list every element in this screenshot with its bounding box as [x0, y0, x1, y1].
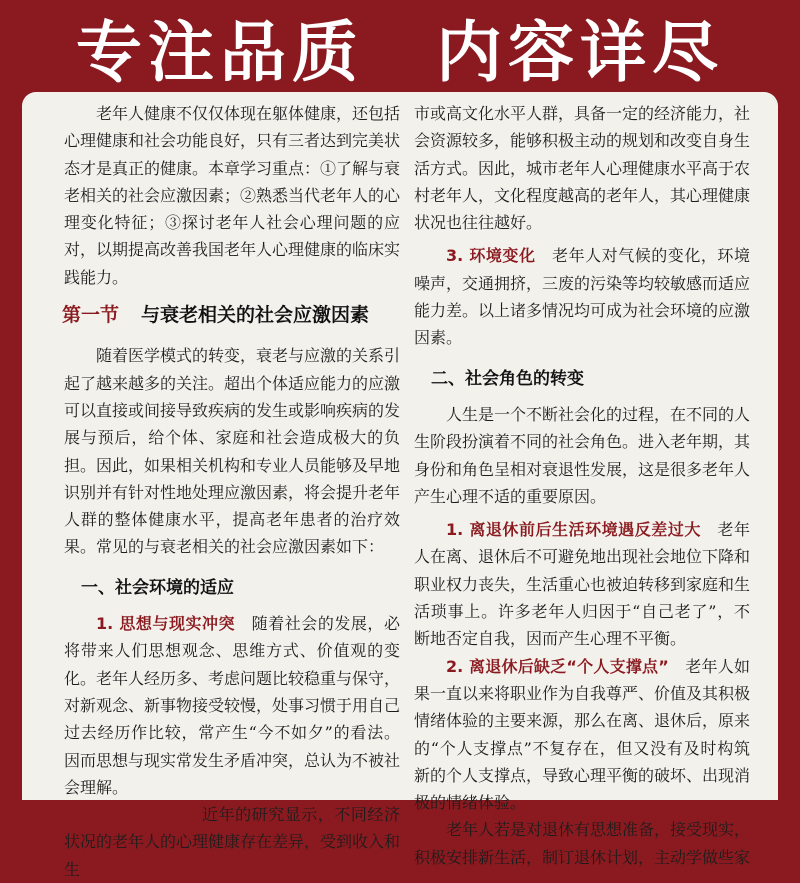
chapter-title: 与衰老相关的社会应激因素 [141, 304, 370, 327]
list-item [414, 242, 750, 351]
list-item-text: 随着社会的发展，必将带来人们思想观念、思维方式、价值观的变化。老年人经历多、考虑问题比较稳重与保守，对新观念、新事物接受较慢，处事习惯于用自己过去经历作比较，常产生“今不如夕”的看法。因而思想与现实常发生矛盾冲突，总认为不被社会理解。 [64, 614, 401, 797]
list-item-text: 老年人对气候的变化，环境噪声，交通拥挤，三废的污染等均较敏感而适应能力差。以上诸多情况均可成为社会环境的应激因素。 [414, 246, 751, 348]
continued-paragraph: 市或高文化水平人群，具备一定的经济能力，社会资源较多，能够积极主动的规划和改变自身生活方式。因此，城市老年人心理健康水平高于农村老年人，文化程度越高的老年人，其心理健康状况也往往越好。 [414, 104, 751, 233]
list-item-label: 1. 思想与现实冲突 [96, 614, 236, 634]
list-item-label: 3. 环境变化 [446, 246, 536, 266]
list-item [64, 610, 400, 801]
book-page [22, 92, 778, 879]
list-item [64, 801, 400, 883]
list-item-text: 近年的研究显示，不同经济状况的老年人的心理健康存在差异，受到收入和生 [64, 805, 401, 879]
list-item-label: 2. 离退休后缺乏“个人支撑点” [446, 656, 669, 676]
section-heading: 二、社会角色的转变 [431, 368, 584, 389]
banner [0, 0, 800, 92]
body-paragraph: 老年人若是对退休有思想准备，接受现实，积极安排新生活，制订退休计划，主动学做些家 [414, 820, 751, 867]
intro-paragraph: 老年人健康不仅仅体现在躯体健康，还包括心理健康和社会功能良好，只有三者达到完美状态才是真正的健康。本章学习重点：①了解与衰老相关的社会应激因素；②熟悉当代老年人的心理变化特征；③探讨老年人社会心理问题的应对，以期提高改善我国老年人心理健康的临床实践能力。 [64, 104, 401, 287]
right-column [414, 100, 750, 871]
banner-right-text: 内容详尽 [436, 13, 724, 91]
list-item-text: 老年人在离、退休后不可避免地出现社会地位下降和职业权力丧失，生活重心也被迫转移到家庭和生活琐事上。许多老年人归因于“自己老了”，不断地否定自我，因而产生心理不平衡。 [414, 520, 751, 649]
section-heading: 一、社会环境的适应 [81, 577, 234, 598]
chapter-number: 第一节 [62, 304, 120, 327]
list-item-label: 2. 经济状态 [96, 805, 186, 825]
banner-left-text: 专注品质 [76, 13, 364, 91]
body-paragraph: 人生是一个不断社会化的过程，在不同的人生阶段扮演着不同的社会角色。进入老年期，其身份和角色呈相对衰退性发展，这是很多老年人产生心理不适的重要原因。 [414, 404, 751, 506]
body-paragraph: 随着医学模式的转变，衰老与应激的关系引起了越来越多的关注。超出个体适应能力的应激可以直接或间接导致疾病的发生或影响疾病的发展与预后，给个体、家庭和社会造成极大的负担。因此，如果相关机构和专业人员能够及早地识别并有针对性地处理应激因素，将会提升老年人群的整体健康水平，提高老年患者的治疗效果。常见的与衰老相关的社会应激因素如下： [64, 346, 401, 557]
list-item [414, 516, 750, 652]
list-item-text: 老年人如果一直以来将职业作为自我尊严、价值及其积极情绪体验的主要来源，那么在离、退休后，原来的“个人支撑点”不复存在，但又没有及时构筑新的个人支撑点，导致心理平衡的破坏、出现消极的情绪体验。 [414, 656, 751, 813]
chapter-heading [62, 299, 400, 332]
list-item-label: 1. 离退休前后生活环境遇反差过大 [446, 520, 701, 540]
left-column [64, 100, 400, 883]
list-item [414, 653, 750, 817]
